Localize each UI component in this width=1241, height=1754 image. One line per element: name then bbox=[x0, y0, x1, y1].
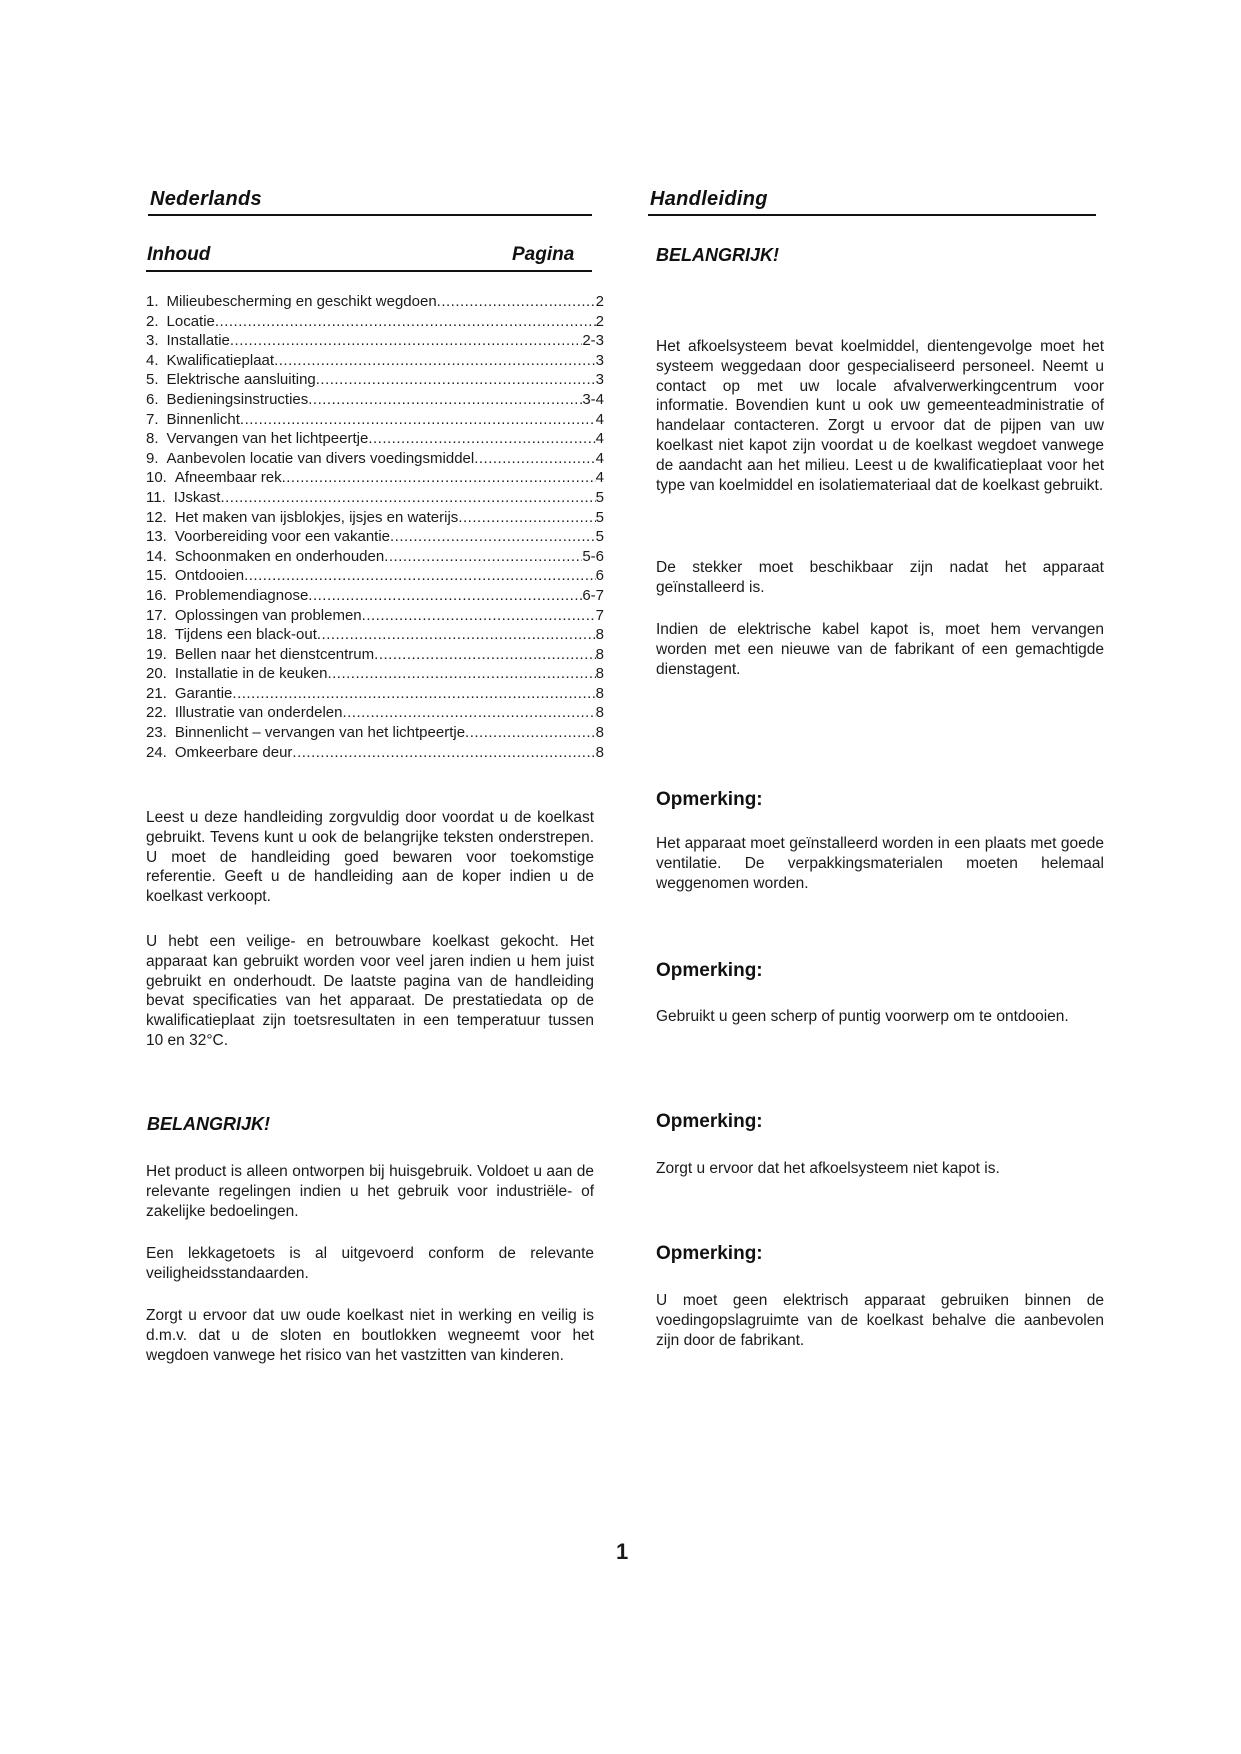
toc-item-number: 8. bbox=[146, 430, 159, 448]
note-text-2: Gebruikt u geen scherp of puntig voorwerp om te ontdooien. bbox=[656, 1008, 1069, 1025]
toc-item-leader-dots bbox=[368, 429, 595, 449]
toc-item bbox=[146, 723, 604, 743]
toc-item-number: 11. bbox=[146, 488, 166, 506]
toc-item-page: 8 bbox=[595, 704, 604, 722]
note-title-3: Opmerking: bbox=[656, 1111, 763, 1132]
toc-item-page: 4 bbox=[595, 410, 604, 428]
toc-item-leader-dots bbox=[220, 488, 595, 508]
toc-item-leader-dots bbox=[230, 331, 582, 351]
toc-item-page: 5 bbox=[595, 488, 604, 506]
toc-item-leader-dots bbox=[327, 664, 595, 684]
important-title-right: BELANGRIJK! bbox=[656, 245, 780, 265]
toc-item-title: Oplossingen van problemen bbox=[174, 606, 362, 624]
toc-item-number: 20. bbox=[146, 665, 167, 683]
toc-item-title: Bedieningsinstructies bbox=[166, 390, 309, 408]
toc-item-number: 15. bbox=[146, 567, 167, 585]
toc-item-leader-dots bbox=[437, 292, 596, 312]
toc-item-leader-dots bbox=[282, 468, 596, 488]
toc-item bbox=[146, 429, 604, 449]
toc-item-leader-dots bbox=[362, 606, 596, 626]
important-right-paragraph-1: Het afkoelsysteem bevat koelmiddel, dientengevolge moet het systeem weggedaan door gespecialiseerd personeel. Neemt u contact op met uw locale afvalverwerkingcentrum voor informatie. Bovendien kunt u ook uw gemeenteadministratie of handelaar contacteren. Zorgt u ervoor dat de pijpen van uw koelkast niet kapot zijn voordat u de koelkast wegdoet vanwege de aandacht aan het milieu. Leest u de kwalificatieplaat voor het type van koelmiddel en isolatiemateriaal dat de koelkast gebruikt. bbox=[656, 338, 1104, 494]
toc-item-page: 8 bbox=[595, 665, 604, 683]
note-text-1: Het apparaat moet geïnstalleerd worden in een plaats met goede ventilatie. De verpakkingsmaterialen moeten helemaal weggenomen worden. bbox=[656, 835, 1104, 892]
toc-item-title: Installatie in de keuken bbox=[174, 665, 328, 683]
toc-item-number: 18. bbox=[146, 626, 167, 644]
page-number: 1 bbox=[616, 1539, 629, 1564]
toc-item-page: 3 bbox=[595, 351, 604, 369]
important-right-paragraph-3: Indien de elektrische kabel kapot is, moet hem vervangen worden met een nieuwe van de fabrikant of een gemachtigde dienstagent. bbox=[656, 621, 1104, 678]
toc-item-title: Binnenlicht – vervangen van het lichtpeertje bbox=[174, 724, 466, 742]
toc-item-title: Afneembaar rek bbox=[174, 469, 282, 487]
toc-item bbox=[146, 370, 604, 390]
toc-item-title: Milieubescherming en geschikt wegdoen bbox=[166, 293, 437, 310]
toc-item-title: Ontdooien bbox=[174, 567, 245, 585]
note-title-2: Opmerking: bbox=[656, 960, 763, 981]
toc-item-number: 14. bbox=[146, 547, 167, 565]
toc-item-leader-dots bbox=[274, 351, 596, 371]
toc-item-title: Vervangen van het lichtpeertje bbox=[166, 430, 369, 448]
intro-paragraph-2: U hebt een veilige- en betrouwbare koelkast gekocht. Het apparaat kan gebruikt worden voor veel jaren indien u hem juist gebruikt en onderhoudt. De laatste pagina van de handleiding bevat specificaties van het apparaat. De prestatiedata op de kwalificatieplaat zijn toetsresultaten in een temperatuur tussen 10 en 32°C. bbox=[146, 933, 594, 1049]
toc-item-title: Bellen naar het dienstcentrum bbox=[174, 645, 375, 663]
important-title-left: BELANGRIJK! bbox=[147, 1114, 271, 1134]
note-text-4: U moet geen elektrisch apparaat gebruiken binnen de voedingopslagruimte van de koelkast behalve die aanbevolen zijn door de fabrikant. bbox=[656, 1292, 1104, 1349]
toc-item-title: Illustratie van onderdelen bbox=[174, 704, 343, 722]
toc-rule bbox=[146, 270, 592, 272]
toc-item-number: 22. bbox=[146, 704, 167, 722]
toc-item-page: 8 bbox=[595, 684, 604, 702]
toc-item-page: 5 bbox=[595, 508, 604, 526]
toc-item-title: Schoonmaken en onderhouden bbox=[174, 547, 385, 565]
toc-item-title: Kwalificatieplaat bbox=[166, 351, 275, 369]
toc-item bbox=[146, 312, 604, 332]
toc-item-leader-dots bbox=[342, 703, 595, 723]
header-rule-left bbox=[148, 214, 592, 216]
toc-item-page: 7 bbox=[595, 606, 604, 624]
note-text-3: Zorgt u ervoor dat het afkoelsysteem niet kapot is. bbox=[656, 1160, 1000, 1177]
toc-item bbox=[146, 703, 604, 723]
toc-item-number: 17. bbox=[146, 606, 167, 624]
section-header-left: Nederlands bbox=[150, 188, 262, 210]
toc-item-number: 13. bbox=[146, 528, 167, 546]
toc-item-title: Locatie bbox=[166, 312, 215, 330]
toc-item-number: 24. bbox=[146, 743, 167, 761]
toc-item-leader-dots bbox=[316, 370, 596, 390]
toc-item bbox=[146, 508, 604, 528]
toc-item-title: Aanbevolen locatie van divers voedingsmiddel bbox=[166, 449, 475, 467]
toc-item-page: 4 bbox=[595, 469, 604, 487]
toc-item bbox=[146, 586, 604, 606]
toc-item-leader-dots bbox=[292, 743, 595, 763]
toc-page-heading: Pagina bbox=[512, 244, 575, 265]
toc-item-leader-dots bbox=[308, 390, 582, 410]
toc-item-page: 6-7 bbox=[582, 586, 604, 604]
toc-item-leader-dots bbox=[244, 566, 596, 586]
toc-item bbox=[146, 468, 604, 488]
important-left-paragraph-2: Een lekkagetoets is al uitgevoerd conform de relevante veiligheidsstandaarden. bbox=[146, 1245, 594, 1282]
toc-item-title: Voorbereiding voor een vakantie bbox=[174, 528, 391, 546]
toc-item-number: 7. bbox=[146, 410, 159, 428]
toc-item bbox=[146, 743, 604, 763]
toc-item bbox=[146, 645, 604, 665]
section-header-right: Handleiding bbox=[650, 188, 768, 210]
toc-item-number: 16. bbox=[146, 586, 167, 604]
toc-item bbox=[146, 625, 604, 645]
toc-item-title: IJskast bbox=[173, 488, 221, 506]
toc-item-number: 12. bbox=[146, 508, 167, 526]
toc-item-number: 9. bbox=[146, 449, 159, 467]
toc-item-number: 3. bbox=[146, 332, 159, 350]
toc-item-leader-dots bbox=[458, 508, 595, 528]
toc-item-page: 4 bbox=[595, 449, 604, 467]
toc-item-page: 3 bbox=[595, 371, 604, 389]
toc-item-title: Tijdens een black-out bbox=[174, 626, 317, 644]
toc-item-leader-dots bbox=[390, 527, 596, 547]
toc-item-number: 21. bbox=[146, 684, 167, 702]
toc-item-page: 6 bbox=[595, 567, 604, 585]
toc-item-title: Binnenlicht bbox=[166, 410, 240, 428]
toc-item-number: 1. bbox=[146, 293, 159, 310]
toc-item-leader-dots bbox=[465, 723, 596, 743]
toc-item bbox=[146, 684, 604, 704]
toc-item-page: 8 bbox=[595, 724, 604, 742]
toc-item bbox=[146, 547, 604, 567]
toc-item bbox=[146, 351, 604, 371]
toc-item-number: 5. bbox=[146, 371, 159, 389]
toc-item-leader-dots bbox=[308, 586, 582, 606]
important-left-paragraph-1: Het product is alleen ontworpen bij huisgebruik. Voldoet u aan de relevante regelingen indien u het gebruik voor industriële- of zakelijke bedoelingen. bbox=[146, 1163, 594, 1220]
note-title-4: Opmerking: bbox=[656, 1243, 763, 1264]
note-title-1: Opmerking: bbox=[656, 789, 763, 810]
toc-item-leader-dots bbox=[240, 410, 596, 430]
toc-item-leader-dots bbox=[374, 645, 596, 665]
toc-item-number: 19. bbox=[146, 645, 167, 663]
toc-item-number: 10. bbox=[146, 469, 167, 487]
toc-item-page: 8 bbox=[595, 645, 604, 663]
toc-item-number: 6. bbox=[146, 390, 159, 408]
toc-item-page: 8 bbox=[595, 743, 604, 761]
toc-item-page: 2 bbox=[595, 312, 604, 330]
toc-item-leader-dots bbox=[474, 449, 595, 469]
toc-item-leader-dots bbox=[232, 684, 595, 704]
toc-item-leader-dots bbox=[317, 625, 596, 645]
toc-item bbox=[146, 488, 604, 508]
toc-item bbox=[146, 449, 604, 469]
toc-item-page: 5-6 bbox=[582, 547, 604, 565]
toc-item-number: 2. bbox=[146, 312, 159, 330]
toc-item-number: 4. bbox=[146, 351, 159, 369]
toc-item-page: 3-4 bbox=[582, 390, 604, 408]
toc-item-page: 4 bbox=[595, 430, 604, 448]
toc-item-leader-dots bbox=[384, 547, 582, 567]
toc-item bbox=[146, 410, 604, 430]
toc-item bbox=[146, 664, 604, 684]
toc-item bbox=[146, 566, 604, 586]
toc-item-title: Elektrische aansluiting bbox=[166, 371, 316, 389]
header-rule-right bbox=[648, 214, 1096, 216]
toc-heading: Inhoud bbox=[147, 244, 211, 265]
important-left-paragraph-3: Zorgt u ervoor dat uw oude koelkast niet in werking en veilig is d.m.v. dat u de sloten en boutlokken wegneemt voor het wegdoen vanwege het risico van het vastzitten van kinderen. bbox=[146, 1307, 594, 1364]
toc-item-title: Installatie bbox=[166, 332, 230, 350]
toc-item-number: 23. bbox=[146, 724, 167, 742]
toc-item bbox=[146, 292, 604, 312]
toc-item-page: 2 bbox=[595, 293, 604, 310]
toc-item bbox=[146, 390, 604, 410]
toc-item-page: 5 bbox=[595, 528, 604, 546]
toc-item bbox=[146, 527, 604, 547]
important-right-paragraph-2: De stekker moet beschikbaar zijn nadat het apparaat geïnstalleerd is. bbox=[656, 559, 1104, 596]
intro-paragraph-1: Leest u deze handleiding zorgvuldig door voordat u de koelkast gebruikt. Tevens kunt u ook de belangrijke teksten onderstrepen. U moet de handleiding goed bewaren voor toekomstige referentie. Geeft u de handleiding aan de koper indien u de koelkast verkoopt. bbox=[146, 809, 594, 906]
toc-item-title: Problemendiagnose bbox=[174, 586, 309, 604]
toc-item bbox=[146, 331, 604, 351]
table-of-contents bbox=[146, 292, 604, 762]
toc-item-title: Het maken van ijsblokjes, ijsjes en waterijs bbox=[174, 508, 459, 526]
toc-item-title: Omkeerbare deur bbox=[174, 743, 293, 761]
toc-item-page: 2-3 bbox=[582, 332, 604, 350]
toc-item bbox=[146, 606, 604, 626]
toc-item-leader-dots bbox=[215, 312, 596, 332]
toc-item-title: Garantie bbox=[174, 684, 233, 702]
toc-item-page: 8 bbox=[595, 626, 604, 644]
